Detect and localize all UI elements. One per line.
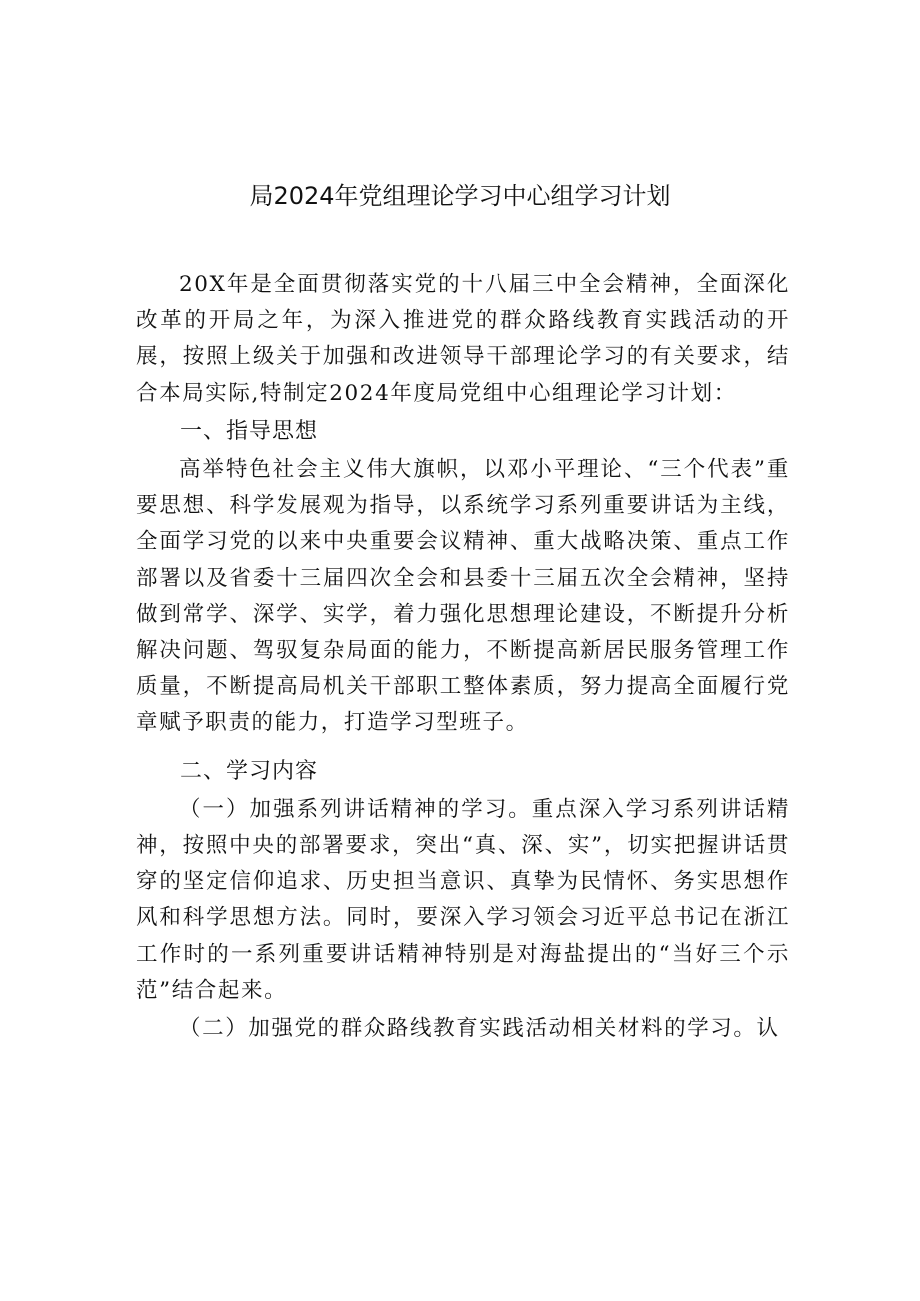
document-title: 局2024年党组理论学习中心组学习计划 [249,182,671,210]
section-heading-study-content: 二、学习内容 [180,758,319,784]
section-heading-guiding-thought: 一、指导思想 [180,418,319,444]
guiding-thought-paragraph: 高举特色社会主义伟大旗帜，以邓小平理论、“三个代表”重要思想、科学发展观为指导，以系统学习系列重要讲话为主线，全面学习党的以来中央重要会议精神、重大战略决策、重点工作部署以及省委十三届四次全会和县委十三届五次全会精神，坚持做到常学、深学、实学，着力强化思想理论建设，不断提升分析解决问题、驾驭复杂局面的能力，不断提高新居民服务管理工作质量，不断提高局机关干部职工整体素质，努力提高全面履行党章赋予职责的能力，打造学习型班子。 [136,457,790,736]
intro-paragraph: 20X年是全面贯彻落实党的十八届三中全会精神，全面深化改革的开局之年，为深入推进党的群众路线教育实践活动的开展，按照上级关于加强和改进领导干部理论学习的有关要求，结合本局实际,特制定2024年度局党组中心组理论学习计划： [136,272,790,406]
study-content-item-2: （二）加强党的群众路线教育实践活动相关材料的学习。认 [179,1016,780,1042]
document-body [136,267,790,1047]
study-content-item-1: （一）加强系列讲话精神的学习。重点深入学习系列讲话精神，按照中央的部署要求，突出“真、深、实”，切实把握讲话贯穿的坚定信仰追求、历史担当意识、真挚为民情怀、务实思想作风和科学思想方法。同时，要深入学习领会习近平总书记在浙江工作时的一系列重要讲话精神特别是对海盐提出的“当好三个示范”结合起来。 [136,796,790,1003]
